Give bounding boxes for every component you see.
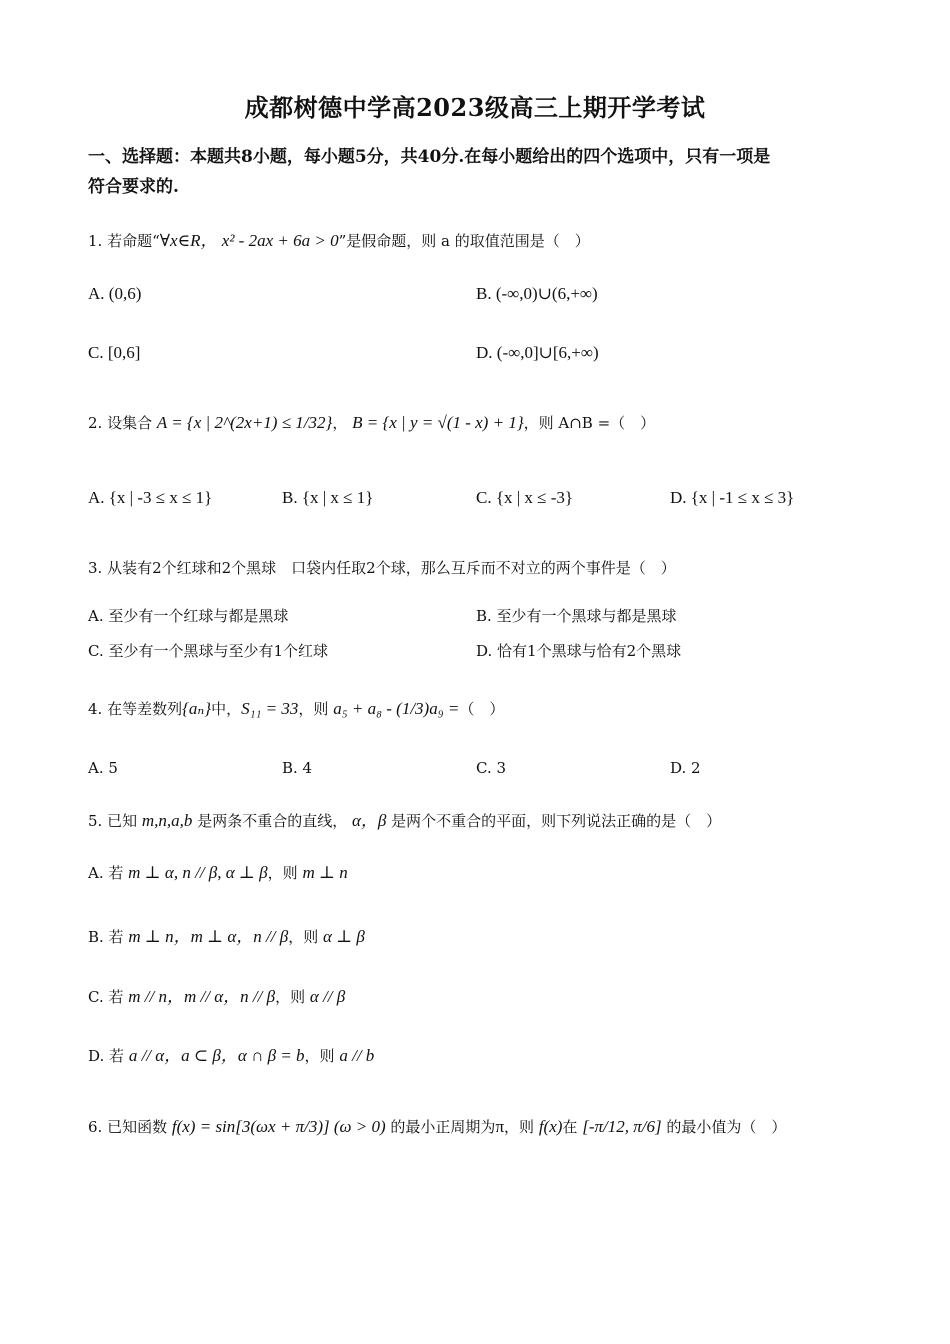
page-title: 成都树德中学高2023级高三上期开学考试 xyxy=(244,93,706,122)
q5-option-a-condition: m ⊥ α, n // β, α ⊥ β xyxy=(128,863,268,882)
q6-mid: 的最小正周期为 xyxy=(390,1118,496,1136)
q5-option-c-label: C. 若 xyxy=(88,988,124,1006)
q1-post: ”是假命题，则 a 的取值范围是（ ） xyxy=(338,232,590,250)
q4-option-d[interactable]: D. 2 xyxy=(670,759,701,777)
question-3: 3. 从装有2个红球和2个黑球 口袋内任取2个球，那么互斥而不对立的两个事件是（ ） xyxy=(88,559,676,577)
q2-option-b[interactable] xyxy=(282,488,373,508)
q5-option-c-result: α // β xyxy=(309,987,346,1006)
q4-pre: 4. 在等差数列 xyxy=(88,700,183,718)
q6-function: f(x) = sin[3(ωx + π/3)] (ω > 0) xyxy=(171,1117,386,1136)
q5-planes: α，β xyxy=(351,811,387,830)
q4-mid: 中， xyxy=(211,700,242,718)
q2-option-d[interactable] xyxy=(670,488,794,508)
q5-option-c-then: ，则 xyxy=(275,988,306,1006)
q1-option-c[interactable] xyxy=(88,343,140,363)
question-6 xyxy=(88,1116,786,1137)
q2-set-a: A = {x | 2^(2x+1) ≤ 1/32} xyxy=(156,413,333,432)
q5-option-b-then: ，则 xyxy=(288,928,319,946)
question-1 xyxy=(88,226,590,251)
q1-option-a-text: A. (0,6) xyxy=(88,284,142,303)
q5-lines: m,n,a,b xyxy=(141,811,193,830)
section-heading-line2: 符合要求的. xyxy=(88,177,179,197)
q5-option-d-label: D. 若 xyxy=(88,1047,125,1065)
q1-option-a[interactable] xyxy=(88,284,141,304)
q2-set-b: B = {x | y = √(1 - x) + 1} xyxy=(352,413,524,432)
q3-option-d[interactable]: D. 恰有1个黑球与恰有2个黑球 xyxy=(476,642,682,660)
q5-option-b-label: B. 若 xyxy=(88,928,124,946)
q6-pre: 6. 已知函数 xyxy=(88,1118,168,1136)
q5-option-b[interactable] xyxy=(88,922,365,947)
q5-option-c[interactable] xyxy=(88,982,345,1007)
q2-option-a[interactable] xyxy=(88,488,212,508)
q2-pre: 2. 设集合 xyxy=(88,414,153,432)
q1-option-b[interactable] xyxy=(476,284,598,304)
q3-option-a[interactable]: A. 至少有一个红球与都是黑球 xyxy=(88,607,289,625)
q6-fx: f(x) xyxy=(538,1117,563,1136)
q5-option-a[interactable] xyxy=(88,862,348,883)
q5-option-d[interactable] xyxy=(88,1041,374,1066)
q5-option-d-then: ，则 xyxy=(304,1047,335,1065)
q2-option-d-text: D. {x | -1 ≤ x ≤ 3} xyxy=(670,488,795,507)
q6-in: 在 xyxy=(562,1118,578,1136)
q5-pre: 5. 已知 xyxy=(88,812,138,830)
q6-interval: [-π/12, π/6] xyxy=(582,1117,662,1136)
question-4 xyxy=(88,698,504,719)
q2-option-b-text: B. {x | x ≤ 1} xyxy=(282,488,374,507)
q4-expression: a₅ + a₈ - (1/3)a₉ = xyxy=(333,699,460,718)
q5-option-b-result: α ⊥ β xyxy=(323,927,365,946)
question-2: 2. 设集合 A = {x | 2^(2x+1) ≤ 1/32}， B = {x | y = √(1 - x) + 1}，则 A∩B =（ ） xyxy=(88,413,656,432)
q5-option-a-result: m ⊥ n xyxy=(302,863,348,882)
section-heading xyxy=(88,142,878,202)
q2-option-c-text: C. {x | x ≤ -3} xyxy=(476,488,574,507)
q5-option-d-condition: a // α，a ⊂ β，α ∩ β = b xyxy=(128,1046,305,1065)
q1-option-c-text: C. [0,6] xyxy=(88,343,141,362)
section-heading-line1: 一、选择题：本题共8小题，每小题5分，共40分.在每小题给出的四个选项中，只有一项是 xyxy=(88,147,771,167)
q5-option-a-label: A. 若 xyxy=(88,864,124,882)
q4-sequence: {aₙ} xyxy=(182,699,212,718)
q6-post: 的最小值为（ ） xyxy=(666,1118,787,1136)
q4-option-b[interactable]: B. 4 xyxy=(282,759,313,777)
q4-option-c[interactable]: C. 3 xyxy=(476,759,507,777)
q3-option-c[interactable]: C. 至少有一个黑球与至少有1个红球 xyxy=(88,642,329,660)
q4-s11: S₁₁ = 33 xyxy=(241,699,299,718)
q5-option-b-condition: m ⊥ n，m ⊥ α，n // β xyxy=(128,927,289,946)
q1-option-d[interactable] xyxy=(476,343,599,363)
q1-pre: 1. 若命题“ xyxy=(88,232,160,250)
q1-option-d-text: D. (-∞,0]∪[6,+∞) xyxy=(476,343,599,362)
q2-option-c[interactable] xyxy=(476,488,573,508)
q1-option-b-text: B. (-∞,0)∪(6,+∞) xyxy=(476,284,598,303)
q6-then: ，则 xyxy=(504,1118,535,1136)
q5-option-a-then: ，则 xyxy=(267,864,298,882)
q4-then: ，则 xyxy=(298,700,329,718)
q5-mid: 是两条不重合的直线， xyxy=(197,812,348,830)
q2-option-a-text: A. {x | -3 ≤ x ≤ 1} xyxy=(88,488,213,507)
q4-post: （ ） xyxy=(459,700,505,718)
q4-option-a[interactable]: A. 5 xyxy=(88,759,118,777)
question-5 xyxy=(88,806,721,831)
q3-option-b[interactable]: B. 至少有一个黑球与都是黑球 xyxy=(476,607,677,625)
q2-post: ，则 A∩B =（ ） xyxy=(523,414,656,432)
q5-option-c-condition: m // n，m // α，n // β xyxy=(128,987,276,1006)
q5-option-d-result: a // b xyxy=(339,1046,375,1065)
q6-period: π xyxy=(495,1117,505,1136)
q1-expression: ∀x∈R， x² - 2ax + 6a > 0 xyxy=(159,231,339,250)
q5-post: 是两个不重合的平面，则下列说法正确的是（ ） xyxy=(391,812,722,830)
